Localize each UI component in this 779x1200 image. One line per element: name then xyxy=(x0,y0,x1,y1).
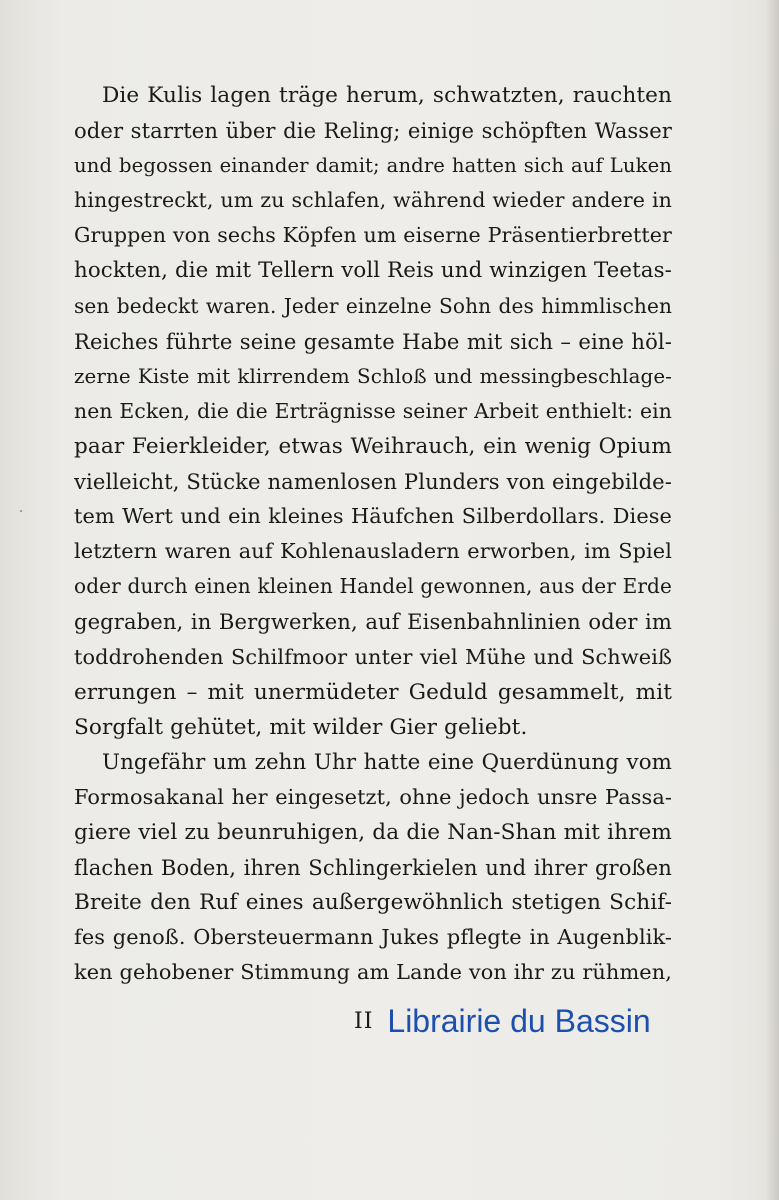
text-line: oder durch einen kleinen Handel gewonnen, aus der Erde xyxy=(74,574,672,599)
text-line: hingestreckt, um zu schlafen, während wieder andere in xyxy=(74,188,672,213)
text-line: Reiches führte seine gesamte Habe mit sich – eine höl- xyxy=(74,328,672,354)
text-line: tem Wert und ein kleines Häufchen Silberdollars. Diese xyxy=(74,504,672,529)
text-line: toddrohenden Schilfmoor unter viel Mühe und Schweiß xyxy=(74,644,672,669)
text-line: ken gehobener Stimmung am Lande von ihr zu rühmen, xyxy=(74,960,672,985)
text-line: fes genoß. Obersteuermann Jukes pflegte in Augenblik- xyxy=(74,925,672,950)
text-line: paar Feierkleider, etwas Weihrauch, ein wenig Opium xyxy=(74,433,672,459)
text-line: hockten, die mit Tellern voll Reis und winzigen Teetas- xyxy=(74,258,672,284)
text-line: Gruppen von sechs Köpfen um eiserne Präsentierbretter xyxy=(74,223,672,248)
text-line: sen bedeckt waren. Jeder einzelne Sohn des himmlischen xyxy=(74,293,672,318)
text-line: Die Kulis lagen träge herum, schwatzten, rauchten xyxy=(102,83,672,108)
text-line: vielleicht, Stücke namenlosen Plunders von eingebilde- xyxy=(74,469,672,495)
text-line: und begossen einander damit; andre hatten sich auf Luken xyxy=(74,154,672,178)
paper-speck xyxy=(20,510,22,512)
paragraph-2 xyxy=(74,745,672,991)
watermark-text: Librairie du Bassin xyxy=(387,1003,651,1039)
text-line: errungen – mit unermüdeter Geduld gesammelt, mit xyxy=(74,679,672,705)
page-number: II xyxy=(354,1009,374,1034)
text-line: Ungefähr um zehn Uhr hatte eine Querdünung vom xyxy=(102,749,672,775)
paragraph-1 xyxy=(74,78,672,745)
text-line: nen Ecken, die die Erträgnisse seiner Arbeit enthielt: ein xyxy=(74,398,672,423)
text-line: oder starrten über die Reling; einige schöpften Wasser xyxy=(74,118,672,144)
text-line: giere viel zu beunruhigen, da die Nan-Shan mit ihrem xyxy=(74,819,672,845)
page-footer xyxy=(354,1003,651,1040)
text-line: zerne Kiste mit klirrendem Schloß und messingbeschlage- xyxy=(74,364,672,388)
body-text xyxy=(74,78,672,990)
text-line: Sorgfalt gehütet, mit wilder Gier geliebt. xyxy=(74,714,528,740)
text-line: Breite den Ruf eines außergewöhnlich stetigen Schif- xyxy=(74,890,672,916)
text-line: flachen Boden, ihren Schlingerkielen und ihrer großen xyxy=(74,855,672,881)
page-edge-shadow xyxy=(765,0,779,1200)
text-line: gegraben, in Bergwerken, auf Eisenbahnlinien oder im xyxy=(74,609,672,635)
text-line: Formosakanal her eingesetzt, ohne jedoch unsre Passa- xyxy=(74,784,672,809)
text-line: letztern waren auf Kohlenausladern erworben, im Spiel xyxy=(74,539,672,564)
